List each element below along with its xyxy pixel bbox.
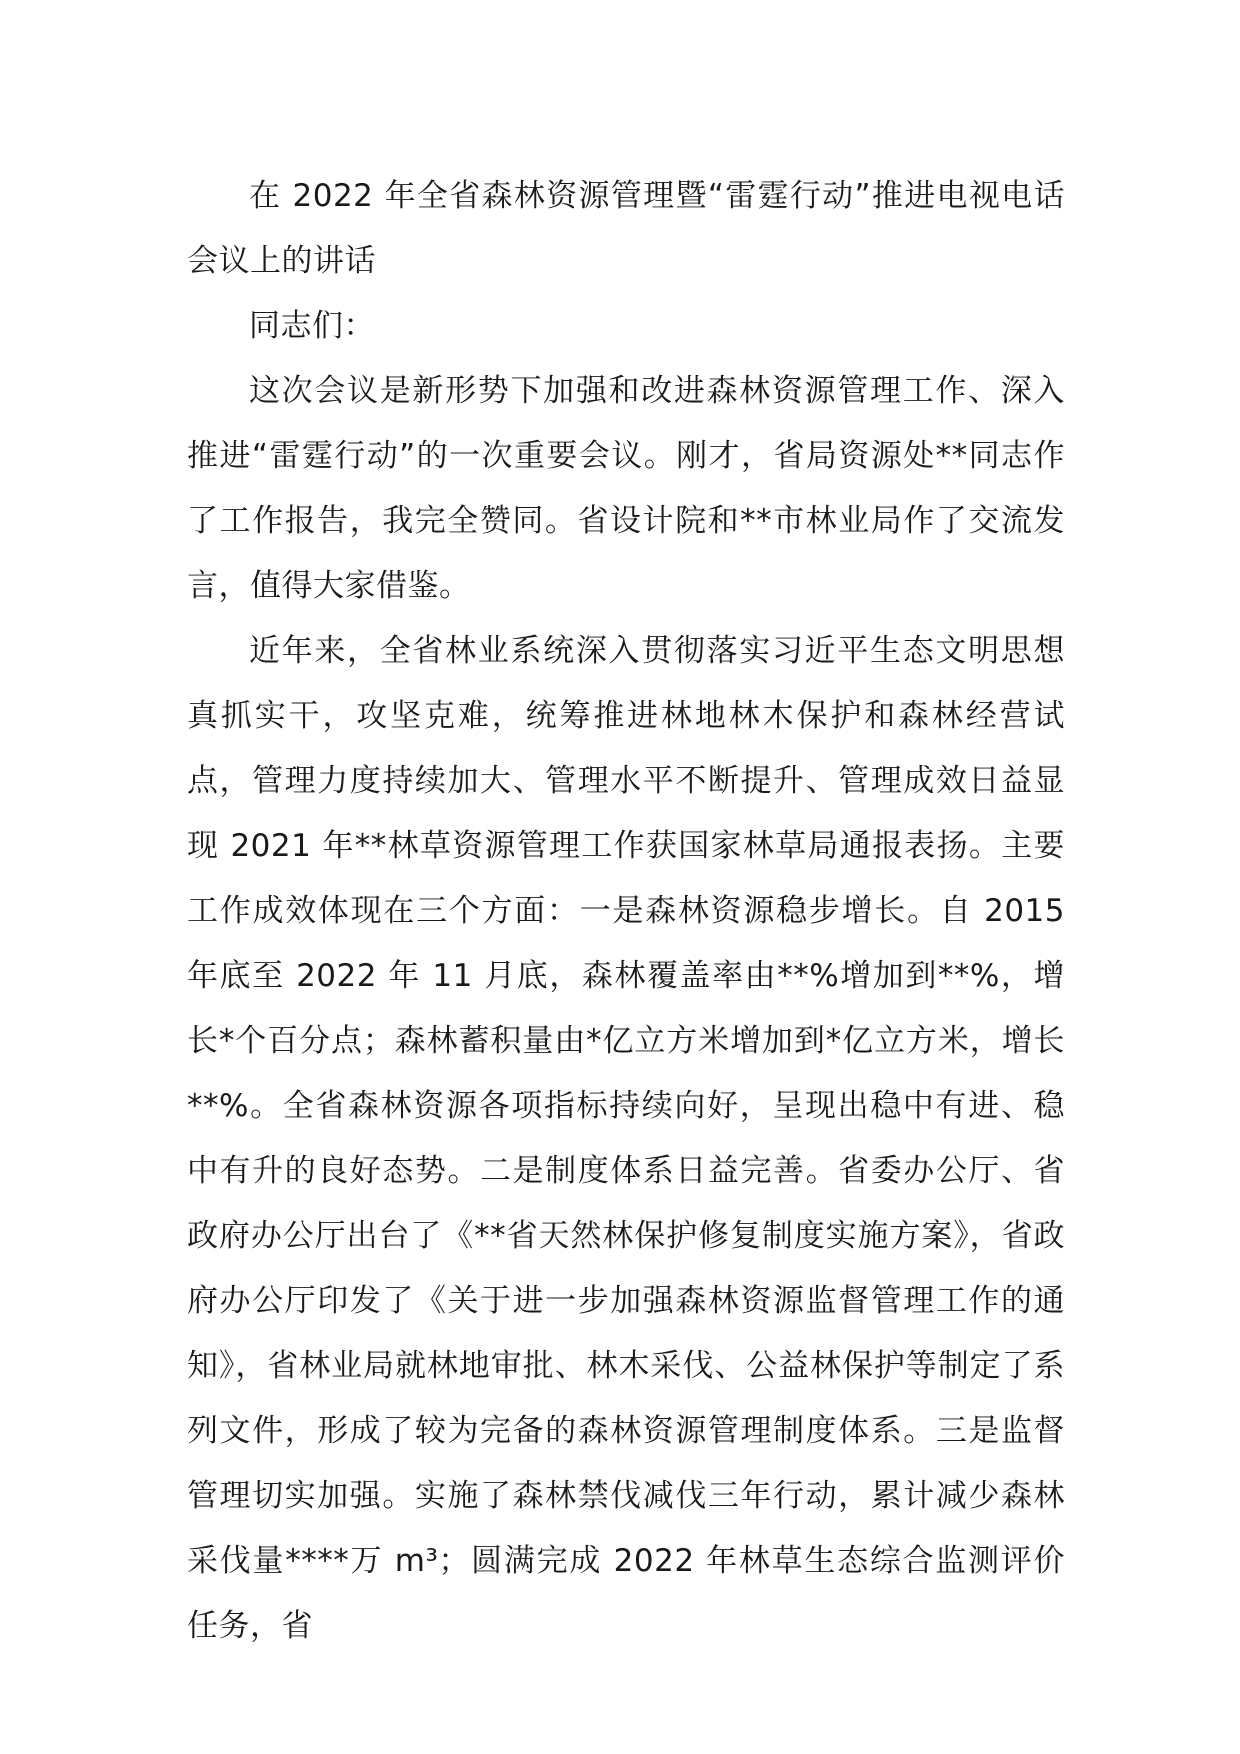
paragraph-1: 这次会议是新形势下加强和改进森林资源管理工作、深入推进“雷霆行动”的一次重要会议。刚才，省局资源处**同志作了工作报告，我完全赞同。省设计院和**市林业局作了交流发言，值得大家借鉴。 [187,373,1065,604]
paragraph-2: 近年来，全省林业系统深入贯彻落实习近平生态文明思想真抓实干，攻坚克难，统筹推进林地林木保护和森林经营试点，管理力度持续加大、管理水平不断提升、管理成效日益显现 2021 年**林草资源管理工作获国家林草局通报表扬。主要工作成效体现在三个方面：一是森林资源稳步增长。自 2015 年底至 2022 年 11 月底，森林覆盖率由**%增加到**%，增长*个百分点；森林蓄积量由*亿立方米增加到*亿立方米，增长**%。全省森林资源各项指标持续向好，呈现出稳中有进、稳中有升的良好态势。二是制度体系日益完善。省委办公厅、省政府办公厅出台了《**省天然林保护修复制度实施方案》，省政府办公厅印发了《关于进一步加强森林资源监督管理工作的通知》，省林业局就林地审批、林木采伐、公益林保护等制定了系列文件，形成了较为完备的森林资源管理制度体系。三是监督管理切实加强。实施了森林禁伐减伐三年行动，累计减少森林采伐量****万 m³；圆满完成 2022 年林草生态综合监测评价任务，省 [187,633,1065,1644]
speech-title: 在 2022 年全省森林资源管理暨“雷霆行动”推进电视电话会议上的讲话 [187,178,1065,279]
document-body [187,164,1065,1659]
salutation: 同志们： [249,308,375,344]
